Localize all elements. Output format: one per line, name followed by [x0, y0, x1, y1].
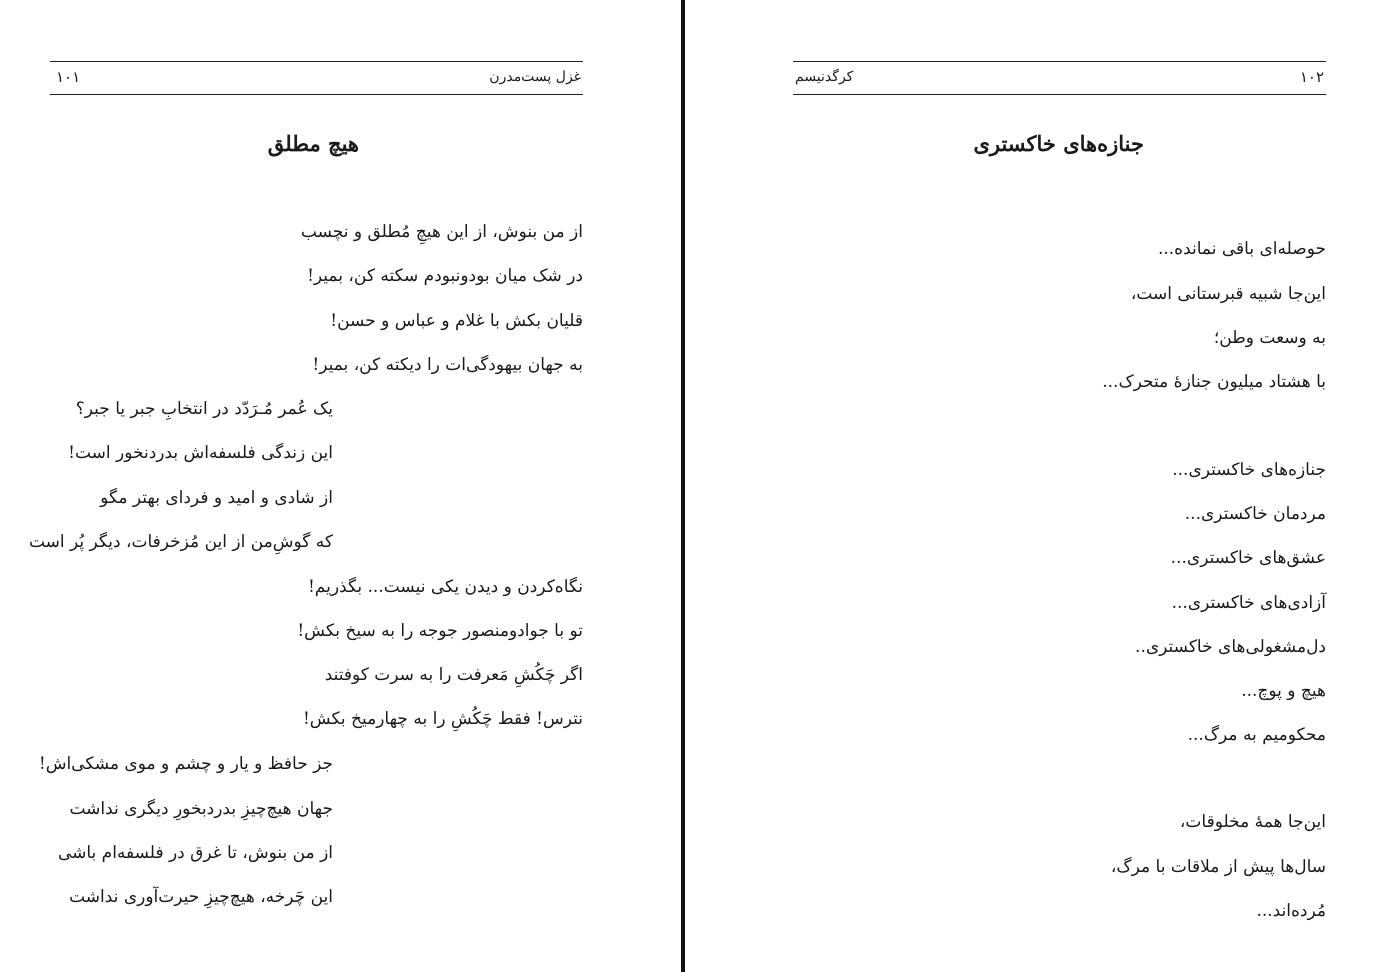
right-verse-line: دل‌مشغولی‌های خاکستری.. — [1135, 637, 1326, 657]
right-verse-line: این‌جا همهٔ مخلوقات، — [1179, 812, 1326, 832]
left-book-title: غزل پست‌مدرن — [489, 69, 581, 85]
right-verse-line: مردمان خاکستری... — [1184, 504, 1326, 524]
right-verse-line: هیچ و پوچ... — [1241, 681, 1326, 701]
left-verse-line: نترس! فقط چَکُشِ را به چهارمیخ بکش! — [302, 709, 583, 729]
right-verse-line: عشق‌های خاکستری... — [1170, 548, 1326, 568]
right-verse-line: به وسعت وطن؛ — [1213, 328, 1326, 348]
right-book-title: کرگدنیسم — [795, 69, 854, 85]
left-verse-line: نگاه‌کردن و دیدن یکی نیست... بگذریم! — [307, 577, 583, 597]
left-page-number: ۱۰۱ — [56, 68, 81, 86]
left-verse-line: از شادی و امید و فردای بهتر مگو — [100, 488, 333, 508]
left-verse-line: تو با جوادومنصور جوجه را به سیخ بکش! — [297, 621, 583, 641]
right-page-number: ۱۰۲ — [1299, 68, 1324, 86]
left-verse-line: این چَرخه، هیچ‌چیزِ حیرت‌آوری نداشت — [69, 887, 333, 907]
right-verse-line: جنازه‌های خاکستری... — [1172, 460, 1326, 480]
right-poem-title: جنازه‌های خاکستری — [973, 131, 1144, 156]
right-verse-line: حوصله‌ای باقی نمانده... — [1157, 239, 1326, 259]
left-verse-line: این زندگی فلسفه‌اش بدردنخور است! — [68, 443, 333, 463]
left-verse-line: جهان هیچ‌چیزِ بدردبخورِ دیگری نداشت — [69, 799, 333, 819]
right-verse-line: سال‌ها پیش از ملاقات با مرگ، — [1110, 857, 1326, 877]
left-verse-line: از من بنوش، تا غرق در فلسفه‌ام باشی — [57, 843, 333, 863]
left-verse-line: اگر چَکُشِ مَعرفت را به سرت کوفتند — [324, 665, 583, 685]
book-spine — [681, 0, 685, 972]
left-verse-line: قلیان بکش با غلام و عباس و حسن! — [330, 311, 583, 331]
right-verse-line: این‌جا شبیه قبرستانی است، — [1130, 284, 1326, 304]
left-running-head — [50, 61, 583, 95]
left-verse-line: از من بنوش، از این هیچِ مُطلق و نچسب — [300, 222, 583, 242]
left-page — [28, 0, 583, 972]
right-verse-line: آزادی‌های خاکستری... — [1171, 593, 1326, 613]
left-verse-line: که گوشِ‌من از این مُزخرفات، دیگر پُر است — [28, 532, 333, 552]
left-verse-line: به جهان بیهودگی‌ات را دیکته کن، بمیر! — [312, 355, 583, 375]
left-poem-title: هیچ مطلق — [267, 131, 359, 156]
right-running-head — [793, 61, 1326, 95]
right-verse-line: با هشتاد میلیون جنازهٔ متحرک... — [1102, 372, 1326, 392]
right-verse-line: مُرده‌اند... — [1256, 901, 1326, 921]
left-verse-line: یک عُمر مُـرَدّد در انتخابِ جبر یا جبر؟ — [75, 399, 333, 419]
right-verse-line: محکومیم به مرگ... — [1187, 725, 1326, 745]
right-page — [793, 0, 1326, 972]
left-verse-line: در شک میان بودونبودم سکته کن، بمیر! — [307, 266, 583, 286]
left-verse-line: جز حافظ و یار و چشم و موی مشکی‌اش! — [38, 754, 333, 774]
